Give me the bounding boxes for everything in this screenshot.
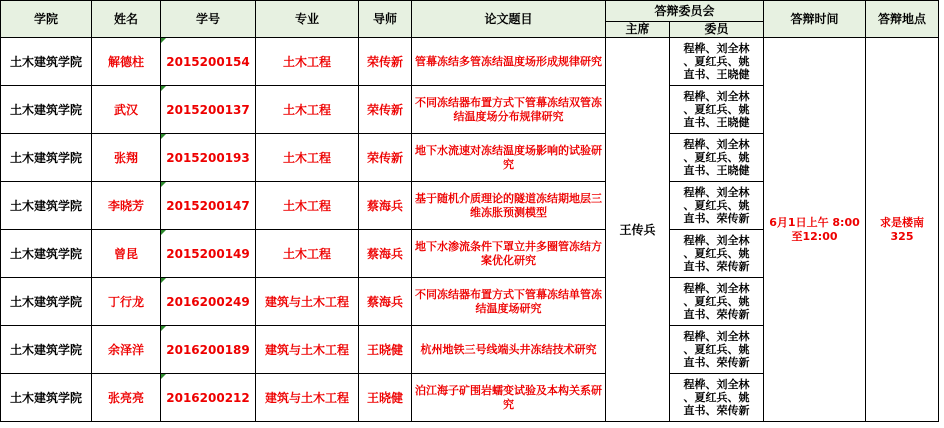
thesis-title-cell: 地下水流速对冻结温度场影响的试验研究 bbox=[412, 134, 606, 182]
name-cell: 余泽洋 bbox=[92, 326, 161, 374]
student-id-cell bbox=[161, 182, 256, 230]
members-cell: 程桦、刘全林 、夏红兵、姚 直书、荣传新 bbox=[670, 230, 764, 278]
name-cell: 张亮亮 bbox=[92, 374, 161, 422]
header-defense-time: 答辩时间 bbox=[764, 1, 866, 38]
name-cell: 丁行龙 bbox=[92, 278, 161, 326]
members-cell: 程桦、刘全林 、夏红兵、姚 直书、荣传新 bbox=[670, 278, 764, 326]
advisor-cell: 蔡海兵 bbox=[359, 182, 412, 230]
student-id-text: 2016200249 bbox=[166, 294, 250, 309]
header-defense-place: 答辩地点 bbox=[866, 1, 939, 38]
header-student-id: 学号 bbox=[161, 1, 256, 38]
members-cell: 程桦、刘全林 、夏红兵、姚 直书、荣传新 bbox=[670, 326, 764, 374]
cell-marker-icon bbox=[161, 134, 166, 139]
header-thesis-title: 论文题目 bbox=[412, 1, 606, 38]
advisor-cell: 荣传新 bbox=[359, 38, 412, 86]
major-cell: 土木工程 bbox=[256, 182, 359, 230]
chair-cell: 王传兵 bbox=[606, 38, 670, 422]
college-cell: 土木建筑学院 bbox=[1, 38, 92, 86]
name-cell: 李晓芳 bbox=[92, 182, 161, 230]
header-college: 学院 bbox=[1, 1, 92, 38]
name-cell: 武汉 bbox=[92, 86, 161, 134]
members-cell: 程桦、刘全林 、夏红兵、姚 直书、王晓健 bbox=[670, 134, 764, 182]
major-cell: 土木工程 bbox=[256, 38, 359, 86]
student-id-cell bbox=[161, 326, 256, 374]
advisor-cell: 王晓健 bbox=[359, 374, 412, 422]
advisor-cell: 荣传新 bbox=[359, 134, 412, 182]
student-id-text: 2015200193 bbox=[166, 150, 250, 165]
cell-marker-icon bbox=[161, 374, 166, 379]
cell-marker-icon bbox=[161, 38, 166, 43]
college-cell: 土木建筑学院 bbox=[1, 86, 92, 134]
major-cell: 建筑与土木工程 bbox=[256, 326, 359, 374]
cell-marker-icon bbox=[161, 182, 166, 187]
defense-place-cell: 求是楼南 325 bbox=[866, 38, 939, 422]
student-id-text: 2015200137 bbox=[166, 102, 250, 117]
student-id-cell bbox=[161, 374, 256, 422]
header-chair: 主席 bbox=[606, 22, 670, 38]
members-cell: 程桦、刘全林 、夏红兵、姚 直书、王晓健 bbox=[670, 38, 764, 86]
major-cell: 土木工程 bbox=[256, 86, 359, 134]
college-cell: 土木建筑学院 bbox=[1, 182, 92, 230]
members-cell: 程桦、刘全林 、夏红兵、姚 直书、王晓健 bbox=[670, 86, 764, 134]
cell-marker-icon bbox=[161, 278, 166, 283]
advisor-cell: 荣传新 bbox=[359, 86, 412, 134]
student-id-text: 2015200154 bbox=[166, 54, 250, 69]
college-cell: 土木建筑学院 bbox=[1, 326, 92, 374]
major-cell: 建筑与土木工程 bbox=[256, 374, 359, 422]
thesis-title-cell: 泊江海子矿围岩蠕变试验及本构关系研究 bbox=[412, 374, 606, 422]
members-cell: 程桦、刘全林 、夏红兵、姚 直书、荣传新 bbox=[670, 182, 764, 230]
student-id-text: 2015200149 bbox=[166, 246, 250, 261]
thesis-title-cell: 杭州地铁三号线端头井冻结技术研究 bbox=[412, 326, 606, 374]
name-cell: 张翔 bbox=[92, 134, 161, 182]
student-id-text: 2016200189 bbox=[166, 342, 250, 357]
cell-marker-icon bbox=[161, 86, 166, 91]
header-committee: 答辩委员会 bbox=[606, 1, 764, 22]
student-id-cell bbox=[161, 134, 256, 182]
student-id-cell bbox=[161, 86, 256, 134]
student-id-cell bbox=[161, 278, 256, 326]
advisor-cell: 蔡海兵 bbox=[359, 278, 412, 326]
major-cell: 土木工程 bbox=[256, 230, 359, 278]
student-id-text: 2016200212 bbox=[166, 390, 250, 405]
cell-marker-icon bbox=[161, 230, 166, 235]
college-cell: 土木建筑学院 bbox=[1, 134, 92, 182]
college-cell: 土木建筑学院 bbox=[1, 374, 92, 422]
members-cell: 程桦、刘全林 、夏红兵、姚 直书、荣传新 bbox=[670, 374, 764, 422]
major-cell: 建筑与土木工程 bbox=[256, 278, 359, 326]
advisor-cell: 王晓健 bbox=[359, 326, 412, 374]
advisor-cell: 蔡海兵 bbox=[359, 230, 412, 278]
major-cell: 土木工程 bbox=[256, 134, 359, 182]
thesis-title-cell: 基于随机介质理论的隧道冻结期地层三维冻胀预测模型 bbox=[412, 182, 606, 230]
name-cell: 解德柱 bbox=[92, 38, 161, 86]
table-row bbox=[1, 38, 939, 86]
cell-marker-icon bbox=[161, 326, 166, 331]
header-advisor: 导师 bbox=[359, 1, 412, 38]
name-cell: 曾昆 bbox=[92, 230, 161, 278]
header-major: 专业 bbox=[256, 1, 359, 38]
header-members: 委员 bbox=[670, 22, 764, 38]
header-name: 姓名 bbox=[92, 1, 161, 38]
thesis-title-cell: 不同冻结器布置方式下管幕冻结单管冻结温度场研究 bbox=[412, 278, 606, 326]
student-id-text: 2015200147 bbox=[166, 198, 250, 213]
college-cell: 土木建筑学院 bbox=[1, 230, 92, 278]
thesis-title-cell: 不同冻结器布置方式下管幕冻结双管冻结温度场分布规律研究 bbox=[412, 86, 606, 134]
header-row bbox=[1, 1, 939, 22]
student-id-cell bbox=[161, 230, 256, 278]
thesis-title-cell: 管幕冻结多管冻结温度场形成规律研究 bbox=[412, 38, 606, 86]
thesis-title-cell: 地下水渗流条件下罩立井多圈管冻结方案优化研究 bbox=[412, 230, 606, 278]
student-id-cell bbox=[161, 38, 256, 86]
defense-time-cell: 6月1日上午 8:00至12:00 bbox=[764, 38, 866, 422]
college-cell: 土木建筑学院 bbox=[1, 278, 92, 326]
